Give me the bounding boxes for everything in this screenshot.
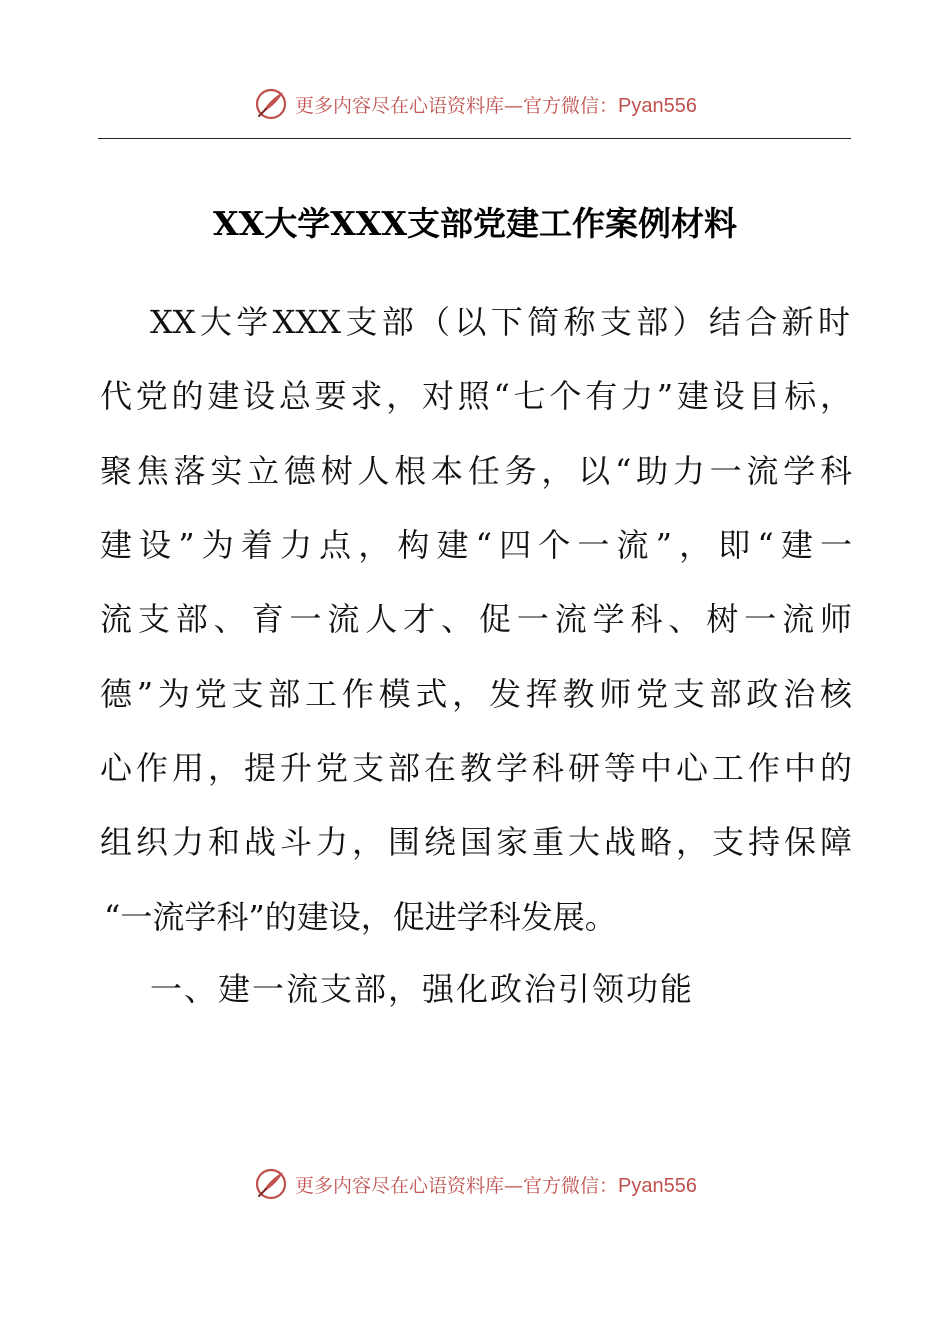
paragraph-line: 建设”为着力点，构建“四个一流”，即“建一 — [100, 526, 852, 564]
header-divider — [98, 138, 851, 139]
banner-text — [295, 91, 697, 118]
document-title: XX大学XXX支部党建工作案例材料 — [212, 204, 738, 243]
banner-separator: — — [504, 94, 524, 117]
paragraph-line: 心作用，提升党支部在教学科研等中心工作中的 — [100, 749, 852, 787]
paragraph-line: 聚焦落实立德树人根本任务，以“助力一流学科 — [100, 452, 852, 490]
banner-separator: — — [504, 1174, 524, 1197]
banner-wechat-account: Pyan556 — [618, 1174, 697, 1197]
banner-wechat-label: 官方微信： — [523, 94, 619, 117]
banner-wechat-label: 官方微信： — [523, 1174, 619, 1197]
paragraph-line: XX大学XXX支部（以下简称支部）结合新时 — [150, 303, 850, 341]
quill-logo-icon — [253, 86, 289, 122]
paragraph-line: “一流学科”的建设，促进学科发展。 — [104, 898, 617, 936]
header-banner — [0, 82, 950, 126]
banner-slogan: 更多内容尽在心语资料库 — [295, 94, 505, 117]
paragraph-line: 德”为党支部工作模式，发挥教师党支部政治核 — [100, 675, 852, 713]
banner-text — [295, 1171, 697, 1198]
paragraph-line: 组织力和战斗力，围绕国家重大战略，支持保障 — [100, 823, 852, 861]
paragraph-line: 代党的建设总要求，对照“七个有力”建设目标， — [100, 377, 852, 415]
quill-logo-icon — [253, 1166, 289, 1202]
section-heading: 一、建一流支部，强化政治引领功能 — [150, 970, 695, 1008]
footer-banner — [0, 1162, 950, 1206]
banner-wechat-account: Pyan556 — [618, 94, 697, 117]
banner-slogan: 更多内容尽在心语资料库 — [295, 1174, 505, 1197]
paragraph-line: 流支部、育一流人才、促一流学科、树一流师 — [100, 600, 852, 638]
